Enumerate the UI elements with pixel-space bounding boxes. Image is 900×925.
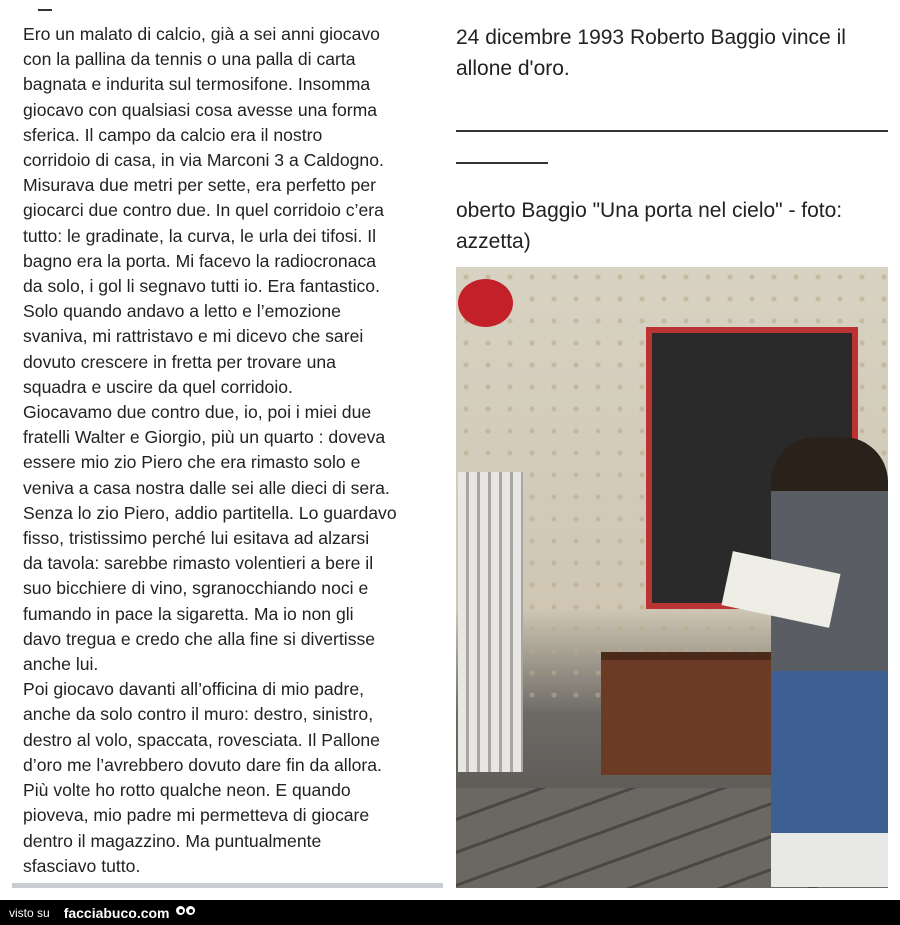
visto-su-label: visto su	[9, 905, 50, 920]
text-line: con la pallina da tennis o una palla di carta	[23, 49, 356, 70]
photo-person	[771, 437, 888, 887]
photo-red-object	[458, 279, 513, 327]
text-line: bagnata e indurita sul termosifone. Insomma	[23, 74, 371, 95]
text-line: fisso, tristissimo perché lui esitava ad alzarsi	[23, 528, 370, 549]
text-line: da tavola: sarebbe rimasto volentieri a bere il	[23, 553, 374, 574]
text-line: sfasciavo tutto.	[23, 855, 141, 876]
text-line: bagno era la porta. Mi facevo la radiocronaca	[23, 250, 377, 271]
eyes-logo-icon	[176, 906, 195, 915]
text-line: squadra e uscire da quel corridoio.	[23, 376, 293, 397]
text-line: Più volte ho rotto qualche neon. E quando	[23, 780, 351, 801]
text-line: dentro il magazzino. Ma puntualmente	[23, 830, 322, 851]
text-line: anche lui.	[23, 654, 99, 675]
text-line: Poi giocavo davanti all’officina di mio padre,	[23, 679, 364, 700]
caption-line-1: 24 dicembre 1993 Roberto Baggio vince il	[456, 26, 846, 49]
text-line: davo tregua e credo che alla fine si divertisse	[23, 628, 376, 649]
text-line: essere mio zio Piero che era rimasto solo e	[23, 452, 361, 473]
text-line: corridoio di casa, in via Marconi 3 a Caldogno.	[23, 150, 384, 171]
text-line: veniva a casa nostra dalle sei alle dieci di sera.	[23, 477, 390, 498]
text-line: Senza lo zio Piero, addio partitella. Lo guardavo	[23, 502, 397, 523]
baggio-photo	[456, 267, 888, 888]
separator-line-short	[456, 162, 548, 164]
text-line: svaniva, mi rattristavo e mi dicevo che sarei	[23, 326, 364, 347]
text-line: Solo quando andavo a letto e l’emozione	[23, 301, 341, 322]
text-line: giocavo con qualsiasi cosa avesse una forma	[23, 99, 378, 120]
left-text-block	[23, 22, 443, 879]
facciabuco-link[interactable]: facciabuco.com	[63, 904, 170, 921]
text-line: tutto: le gradinate, la curva, le urla dei tifosi. Il	[23, 225, 377, 246]
scroll-divider	[12, 883, 443, 888]
footer-bar	[0, 900, 900, 925]
text-line: fumando in pace la sigaretta. Ma io non gli	[23, 603, 354, 624]
photo-credit-line-1: oberto Baggio "Una porta nel cielo" - foto:	[456, 199, 843, 222]
text-line: da solo, i gol li segnavo tutti io. Era fantastico.	[23, 276, 380, 297]
text-line: pioveva, mio padre mi permetteva di giocare	[23, 805, 370, 826]
text-line: dovuto crescere in fretta per trovare una	[23, 351, 336, 372]
photo-credit-line-2: azzetta)	[456, 230, 531, 253]
text-line: fratelli Walter e Giorgio, più un quarto : doveva	[23, 427, 386, 448]
top-dash	[38, 9, 52, 11]
separator-line	[456, 130, 888, 132]
text-line: destro al volo, spaccata, rovesciata. Il Pallone	[23, 729, 380, 750]
text-line: Misurava due metri per sette, era perfetto per	[23, 175, 377, 196]
photo-radiator	[458, 472, 523, 772]
text-line: Ero un malato di calcio, già a sei anni giocavo	[23, 24, 380, 44]
text-line: giocarci due contro due. In quel corridoio c’era	[23, 200, 384, 221]
photo-cabinet	[601, 652, 786, 775]
caption-line-2: allone d'oro.	[456, 57, 570, 80]
text-line: suo bicchiere di vino, sgranocchiando noci e	[23, 578, 369, 599]
text-line: sferica. Il campo da calcio era il nostro	[23, 124, 323, 145]
text-line: d’oro me l’avrebbero dovuto dare fin da allora.	[23, 754, 382, 775]
text-line: Giocavamo due contro due, io, poi i miei due	[23, 402, 372, 423]
text-line: anche da solo contro il muro: destro, sinistro,	[23, 704, 374, 725]
